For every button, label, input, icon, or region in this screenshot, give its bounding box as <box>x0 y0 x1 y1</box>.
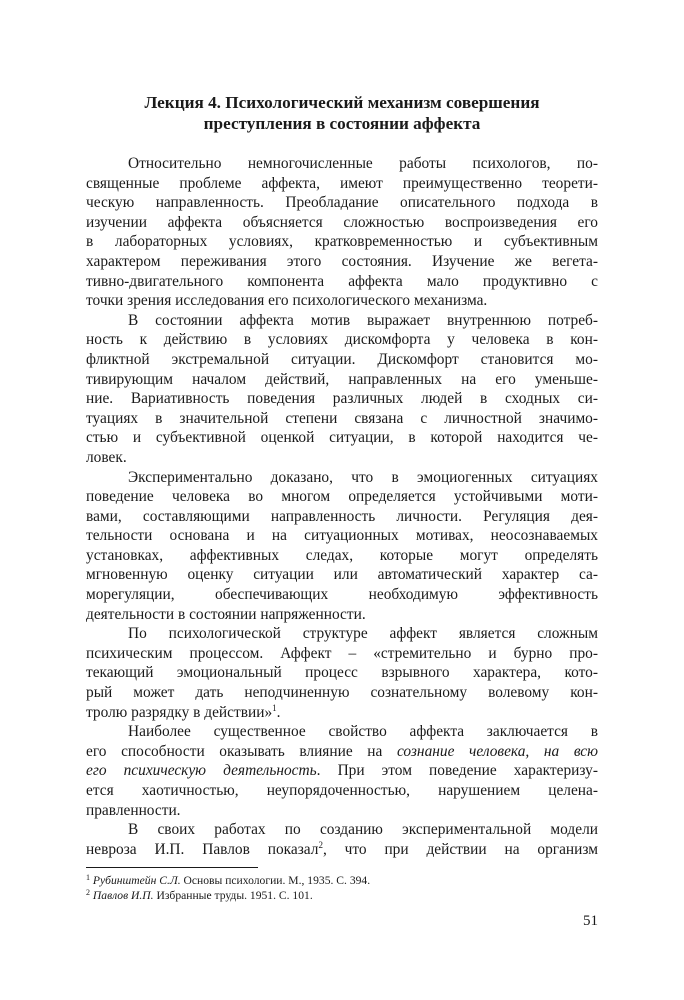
text-line: рый может дать неподчиненную сознательному волевому кон- <box>86 684 598 702</box>
paragraph-4 <box>86 624 598 722</box>
text-line: фликтной экстремальной ситуации. Дискомфорт становится мо- <box>86 350 598 368</box>
text-line: поведение человека во многом определяется устойчивыми моти- <box>86 488 598 506</box>
text-line <box>86 703 598 723</box>
paragraph-6 <box>86 820 598 859</box>
text-line: ловек. <box>86 448 127 466</box>
text-line: ние. Вариативность поведения различных людей в сходных си- <box>86 390 598 408</box>
paragraph-3 <box>86 468 598 625</box>
text-fragment: тролю разрядку в действии» <box>86 703 273 721</box>
text-line: По психологической структуре аффект является сложным <box>128 625 598 643</box>
title-line-2: преступления в состоянии аффекта <box>203 114 481 133</box>
footnotes <box>86 873 598 903</box>
lecture-title <box>86 92 598 134</box>
footnote-number: 1 <box>86 873 90 882</box>
paragraph-5 <box>86 722 598 820</box>
text-line: священные проблеме аффекта, имеют преимущественно теорети- <box>86 174 598 192</box>
text-fragment: . <box>276 703 281 721</box>
text-line: Наиболее существенное свойство аффекта заключается в <box>128 723 598 741</box>
footnote-1 <box>86 873 598 888</box>
text-fragment: его способности оказывать влияние на <box>86 742 383 760</box>
italic-emphasis: сознание человека, на всю <box>396 742 598 760</box>
text-line: ется хаотичностью, неупорядоченностью, нарушением целена- <box>86 782 598 799</box>
text-line: вами, составляющими направленность личности. Регуляция дея- <box>86 507 598 525</box>
footnote-text: Избранные труды. 1951. С. 101. <box>153 889 313 902</box>
text-line: тельности основана и на ситуационных мотивах, неосознаваемых <box>86 527 598 545</box>
text-line: морегуляции, обеспечивающих необходимую эффективность <box>86 586 598 604</box>
text-line: изучении аффекта объясняется сложностью воспроизведения его <box>86 213 598 231</box>
text-line: психическим процессом. Аффект – «стремительно и бурно про- <box>86 644 598 662</box>
text-line: установках, аффективных следах, которые могут определять <box>86 546 598 564</box>
body-text <box>86 154 598 859</box>
text-line: Относительно немногочисленные работы психологов, по- <box>128 155 598 172</box>
italic-emphasis: его психическую деятельность <box>86 762 317 780</box>
paragraph-2 <box>86 311 598 468</box>
text-line: туациях в значительной степени связана с личностной значимо- <box>86 409 598 427</box>
text-line <box>86 840 598 860</box>
text-line <box>86 761 598 781</box>
title-line-1: Лекция 4. Психологический механизм совершения <box>144 93 540 112</box>
text-fragment: . При этом поведение характеризу- <box>316 762 598 780</box>
footnote-divider <box>86 867 258 868</box>
footnote-text: Основы психологии. М., 1935. С. 394. <box>180 874 371 887</box>
text-line: деятельности в состоянии напряженности. <box>86 605 366 623</box>
text-line: текающий эмоциональный процесс взрывного характера, кото- <box>86 664 598 682</box>
paragraph-1 <box>86 154 598 311</box>
text-line: ность к действию в условиях дискомфорта у человека в кон- <box>86 331 598 349</box>
text-line <box>86 742 598 762</box>
text-line: точки зрения исследования его психологического механизма. <box>86 292 488 310</box>
footnote-ref: 1 <box>272 702 277 713</box>
text-line: в лабораторных условиях, кратковременностью и субъективным <box>86 233 598 251</box>
footnote-author: Рубинштейн С.Л. <box>92 874 181 887</box>
text-line: В состоянии аффекта мотив выражает внутреннюю потреб- <box>128 311 598 329</box>
text-line: характером переживания этого состояния. Изучение же вегета- <box>86 252 598 270</box>
text-line: Экспериментально доказано, что в эмоциогенных ситуациях <box>128 468 598 486</box>
text-line: тивирующим началом действий, направленных на его уменьше- <box>86 370 598 388</box>
footnote-2 <box>86 888 598 903</box>
text-line: стью и субъективной оценкой ситуации, в которой находится че- <box>86 429 598 447</box>
text-line: правленности. <box>86 801 181 819</box>
text-line: тивно-двигательного компонента аффекта мало продуктивно с <box>86 272 598 290</box>
footnote-number: 2 <box>86 888 90 897</box>
text-line: мгновенную оценку ситуации или автоматический характер са- <box>86 566 598 584</box>
footnote-ref: 2 <box>318 839 323 850</box>
page-number: 51 <box>583 913 598 929</box>
text-fragment: невроза И.П. Павлов показал <box>86 840 319 858</box>
text-line: ческую направленность. Преобладание описательного подхода в <box>86 194 598 212</box>
footnote-author: Павлов И.П. <box>92 889 154 902</box>
text-fragment: , что при действии на организм <box>322 840 598 858</box>
text-line: В своих работах по созданию экспериментальной модели <box>128 821 598 839</box>
